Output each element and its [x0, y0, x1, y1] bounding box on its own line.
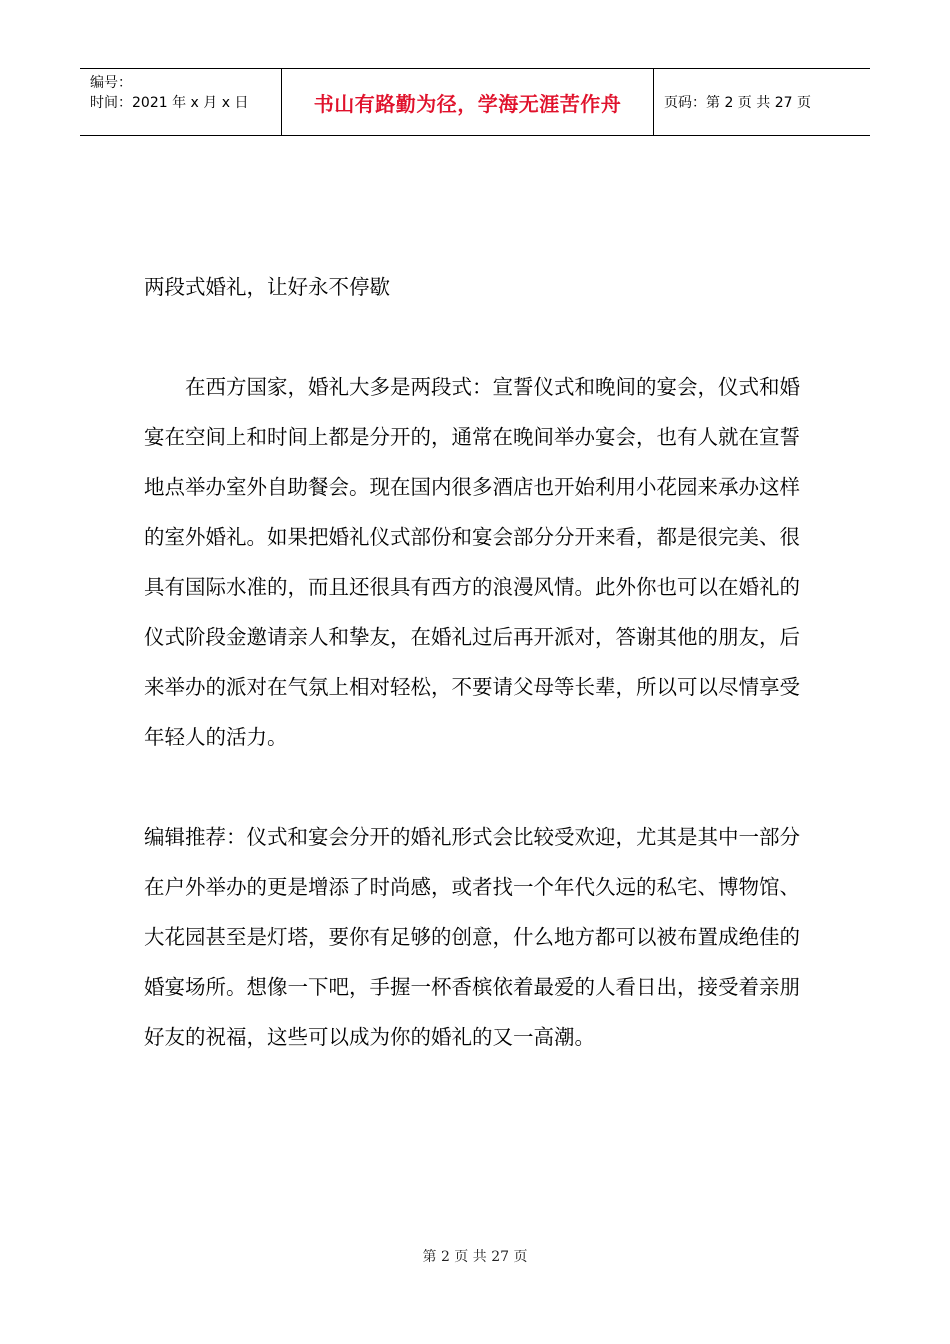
document-date-label: 时间：2021 年 x 月 x 日 [90, 95, 249, 111]
body-paragraph-2: 编辑推荐：仪式和宴会分开的婚礼形式会比较受欢迎，尤其是其中一部分在户外举办的更是增添了时尚感，或者找一个年代久远的私宅、博物馆、大花园甚至是灯塔，要你有足够的创意，什么地方都可以被布置成绝佳的婚宴场所。想像一下吧，手握一杯香槟依着最爱的人看日出，接受着亲朋好友的祝福，这些可以成为你的婚礼的又一高潮。 [144, 825, 800, 1049]
document-title: 两段式婚礼，让好永不停歇 [144, 275, 390, 299]
page-footer: 第 2 页 共 27 页 [422, 1249, 528, 1265]
header-page-cell [654, 69, 870, 135]
document-body [144, 262, 808, 1062]
header-info-cell [80, 69, 282, 135]
document-number-label: 编号： [90, 75, 132, 91]
header-page-number: 页码：第 2 页 共 27 页 [664, 95, 811, 111]
header-motto: 书山有路勤为径，学海无涯苦作舟 [313, 91, 622, 116]
body-paragraph-1: 在西方国家，婚礼大多是两段式：宣誓仪式和晚间的宴会，仪式和婚宴在空间上和时间上都是分开的，通常在晚间举办宴会，也有人就在宣誓地点举办室外自助餐会。现在国内很多酒店也开始利用小花园来承办这样的室外婚礼。如果把婚礼仪式部份和宴会部分分开来看，都是很完美、很具有国际水准的，而且还很具有西方的浪漫风情。此外你也可以在婚礼的仪式阶段金邀请亲人和挚友，在婚礼过后再开派对，答谢其他的朋友，后来举办的派对在气氛上相对轻松，不要请父母等长辈，所以可以尽情享受年轻人的活力。 [144, 375, 800, 749]
header-motto-cell [282, 69, 654, 135]
page-header [80, 68, 870, 136]
